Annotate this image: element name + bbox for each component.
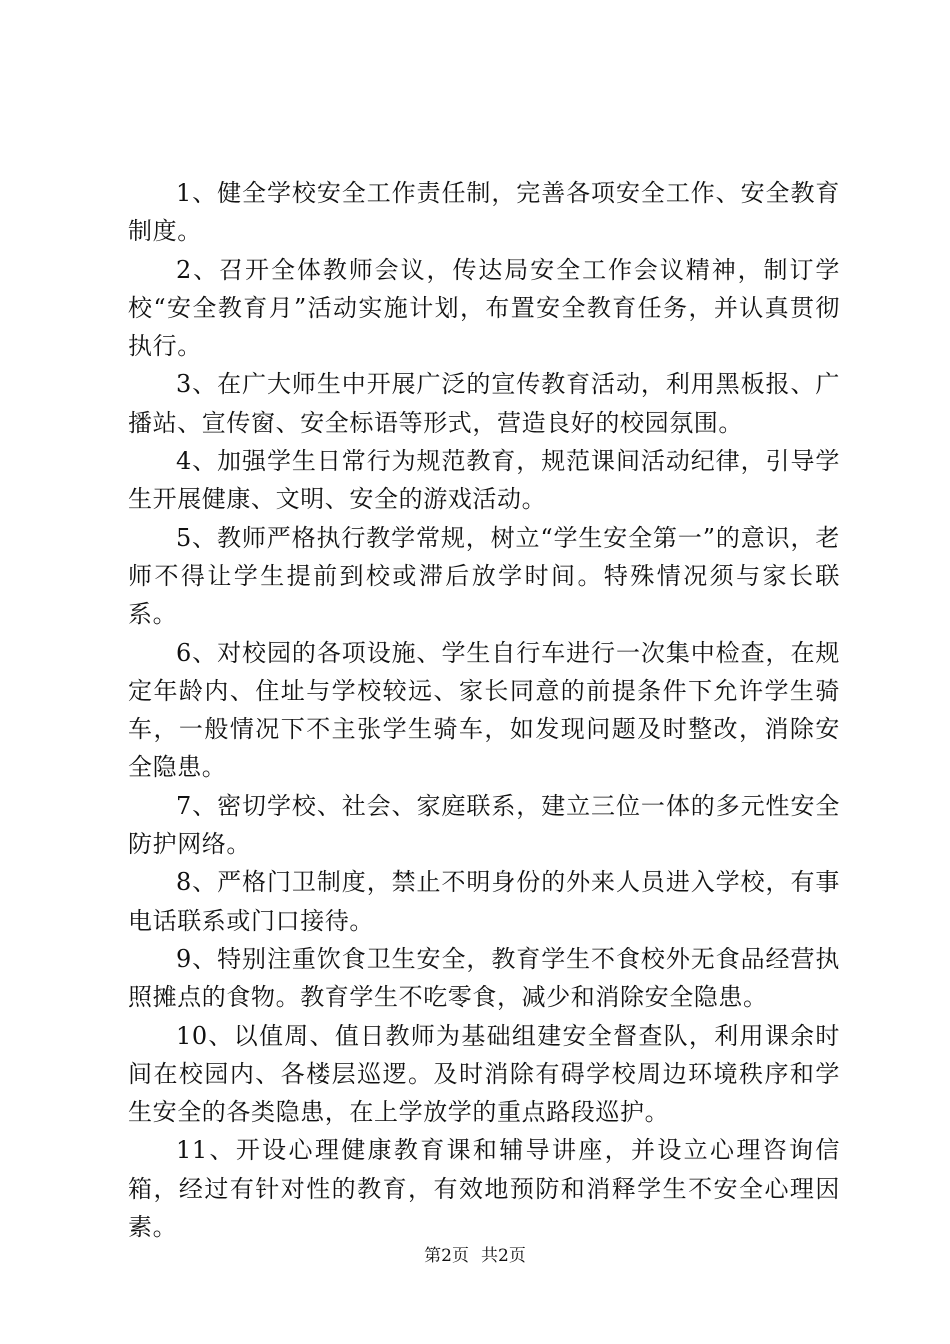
paragraph-item-11: 11、开设心理健康教育课和辅导讲座，并设立心理咨询信箱，经过有针对性的教育，有效地预防和消释学生不安全心理因素。 [128, 1136, 840, 1242]
paragraph-item-10: 10、以值周、值日教师为基础组建安全督查队，利用课余时间在校园内、各楼层巡逻。及时消除有碍学校周边环境秩序和学生安全的各类隐患，在上学放学的重点路段巡护。 [128, 1021, 840, 1127]
paragraph-item-7: 7、密切学校、社会、家庭联系，建立三位一体的多元性安全防护网络。 [128, 791, 840, 859]
paragraph-item-1: 1、健全学校安全工作责任制，完善各项安全工作、安全教育制度。 [128, 179, 840, 246]
page-number: 第2页 [424, 1246, 469, 1266]
paragraph-item-4: 4、加强学生日常行为规范教育，规范课间活动纪律，引导学生开展健康、文明、安全的游戏活动。 [128, 447, 840, 514]
paragraph-item-6: 6、对校园的各项设施、学生自行车进行一次集中检查，在规定年龄内、住址与学校较远、家长同意的前提条件下允许学生骑车，一般情况下不主张学生骑车，如发现问题及时整改，消除安全隐患。 [128, 638, 840, 782]
paragraph-item-3: 3、在广大师生中开展广泛的宣传教育活动，利用黑板报、广播站、宣传窗、安全标语等形式，营造良好的校园氛围。 [128, 370, 840, 437]
paragraph-item-5: 5、教师严格执行教学常规，树立“学生安全第一”的意识，老师不得让学生提前到校或滞后放学时间。特殊情况须与家长联系。 [128, 523, 840, 629]
document-body [128, 174, 840, 1246]
paragraph-item-8: 8、严格门卫制度，禁止不明身份的外来人员进入学校，有事电话联系或门口接待。 [128, 868, 840, 935]
page-total: 共2页 [481, 1246, 526, 1266]
paragraph-item-9: 9、特别注重饮食卫生安全，教育学生不食校外无食品经营执照摊点的食物。教育学生不吃零食，减少和消除安全隐患。 [128, 944, 840, 1012]
paragraph-item-2: 2、召开全体教师会议，传达局安全工作会议精神，制订学校“安全教育月”活动实施计划，布置安全教育任务，并认真贯彻执行。 [128, 255, 840, 361]
page-footer [0, 1244, 950, 1268]
